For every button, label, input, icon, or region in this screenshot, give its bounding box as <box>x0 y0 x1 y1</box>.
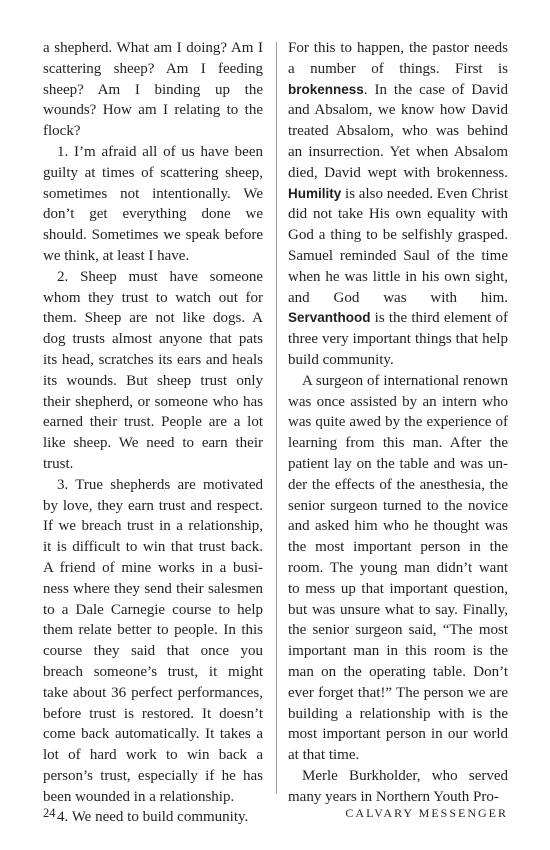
bold-term: Humility <box>288 185 342 201</box>
paragraph: A surgeon of international renown was once assisted by an intern who was quite awed by the experience of learning from this man. After the patient lay on the table and was under the effects of the anesthesia, the senior surgeon turned to the novice and asked him who he thought was the most important person in the room. The young man didn’t want to mess up that important question, but was unsure what to say. Finally, the senior surgeon said, “The most important man in this room is the man on the operating table. Don’t ever forget that!” The person we are building a relationship with is the most important person in our world at that time. <box>288 372 508 764</box>
paragraph <box>288 38 508 371</box>
paragraph: Merle Burkholder, who served many years in Northern Youth Pro- <box>288 767 508 805</box>
paragraph: 3. True shepherds are motivated by love, they earn trust and respect. If we breach trust in a relationship, it is difficult to win that trust back. A friend of mine works in a business where they send their salesmen to a Dale Carnegie course to help them relate better to people. In this course they said that once you breach someone’s trust, it might take about 36 perfect performances, before trust is restored. It doesn’t come back automatically. It takes a lot of hard work to win back a person’s trust, especially if he has been wounded in a relationship. <box>43 476 263 805</box>
bold-term: brokenness <box>288 81 364 97</box>
text-run: For this to happen, the pastor needs a number of things. First is <box>288 40 508 77</box>
text-run: is the third element of three very important things that help build community. <box>288 310 508 368</box>
text-run: is also needed. Even Christ did not take His own equality with God a thing to be selfishly grasped. Samuel reminded Saul of the time when he was little in his own sight, and God was with him. <box>288 185 508 306</box>
left-column <box>43 38 263 828</box>
paragraph: 4. We need to build community. <box>57 809 249 826</box>
bold-term: Servanthood <box>288 310 371 326</box>
publication-name: CALVARY MESSENGER <box>345 806 508 820</box>
right-column <box>288 38 508 807</box>
page-number: 24 <box>43 806 56 820</box>
paragraph: a shepherd. What am I doing? Am I scattering sheep? Am I feeding sheep? Am I binding up the wounds? How am I relating to the flock? <box>43 40 263 140</box>
column-divider <box>276 42 277 794</box>
text-run: . In the case of David and Absalom, we know how David treated Absalom, who was behind an insurrection. Yet when Absalom died, David wept with brokenness. <box>288 81 508 181</box>
paragraph: 2. Sheep must have someone whom they trust to watch out for them. Sheep are not like dogs. A dog trusts almost anyone that pats its head, scratches its ears and heals its wounds. But sheep trust only their shepherd, or someone who has earned their trust. People are a lot like sheep. We need to earn their trust. <box>43 268 263 472</box>
paragraph: 1. I’m afraid all of us have been guilty at times of scattering sheep, sometimes not intentionally. We don’t get everything done we should. Sometimes we speak before we think, at least I have. <box>43 143 263 264</box>
